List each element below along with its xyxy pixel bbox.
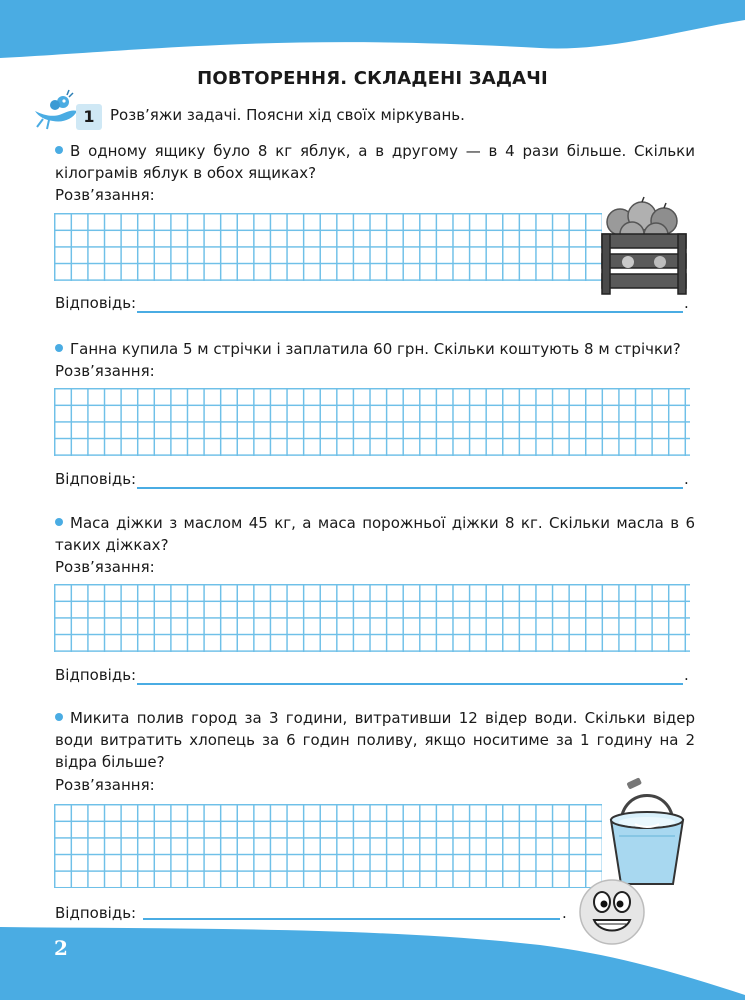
bullet-icon: [55, 518, 63, 526]
solution-label: Розв’язання:: [55, 186, 155, 204]
problem-3: [55, 512, 695, 556]
solution-label: Розв’язання:: [55, 776, 155, 794]
task-number-badge: 1: [76, 104, 102, 130]
answer-label-4: Відповідь:: [55, 904, 137, 922]
problem-2: [55, 338, 695, 360]
top-wave-decoration: [0, 0, 745, 60]
answer-period-3: .: [684, 666, 689, 684]
answer-line-2[interactable]: [137, 487, 683, 489]
bullet-icon: [55, 344, 63, 352]
problem-2-text: Ганна купила 5 м стрічки і заплатила 60 грн. Скільки коштують 8 м стрічки?: [70, 340, 681, 358]
answer-period-2: .: [684, 470, 689, 488]
problem-4: [55, 707, 695, 773]
problem-3-text: Маса діжки з маслом 45 кг, а маса порожньої діжки 8 кг. Скільки масла в 6 таких діжках?: [55, 514, 695, 554]
solution-label: Розв’язання:: [55, 558, 155, 576]
problem-1-text: В одному ящику було 8 кг яблук, а в другому — в 4 рази більше. Скільки кілограмів яблук в обох ящиках?: [55, 142, 695, 182]
solution-grid-3[interactable]: [54, 584, 690, 652]
solution-grid-1[interactable]: [54, 213, 602, 281]
answer-label-3: Відповідь:: [55, 666, 137, 684]
answer-period-4: .: [562, 904, 567, 922]
water-bucket-icon: [607, 776, 687, 888]
task-instruction: Розв’яжи задачі. Поясни хід своїх міркувань.: [110, 106, 465, 124]
problem-1: [55, 140, 695, 184]
answer-line-3[interactable]: [137, 683, 683, 685]
answer-label-2: Відповідь:: [55, 470, 137, 488]
solution-grid-2[interactable]: [54, 388, 690, 456]
page-number: 2: [54, 936, 68, 960]
bullet-icon: [55, 713, 63, 721]
page-title: ПОВТОРЕННЯ. СКЛАДЕНІ ЗАДАЧІ: [197, 68, 548, 89]
answer-label-1: Відповідь:: [55, 294, 137, 312]
answer-period-1: .: [684, 294, 689, 312]
answer-line-1[interactable]: [137, 311, 683, 313]
bullet-icon: [55, 146, 63, 154]
mascot-icon: [33, 89, 81, 131]
solution-label: Розв’язання:: [55, 362, 155, 380]
apple-crate-icon: [598, 196, 690, 298]
solution-grid-4[interactable]: [54, 804, 602, 888]
problem-4-text: Микита полив город за 3 години, витративши 12 відер води. Скільки відер води витратить хлопець за 6 годин поливу, якщо носитиме за 1 годину на 2 відра більше?: [55, 709, 695, 771]
smiley-face-icon: [578, 878, 646, 946]
